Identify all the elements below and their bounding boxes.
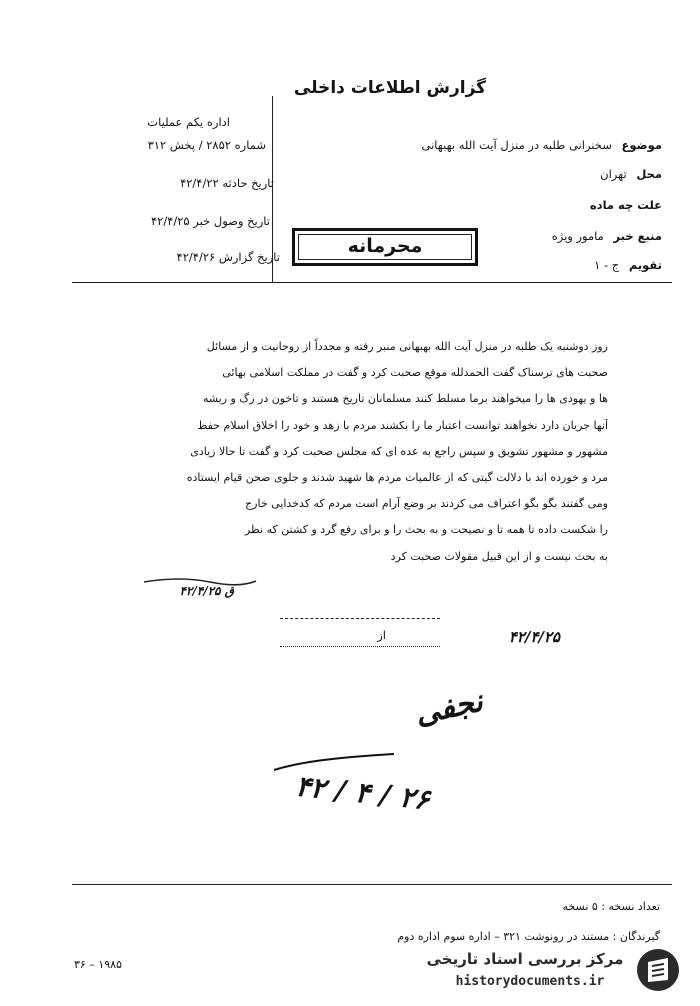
field-rating-label: تقویم bbox=[628, 258, 662, 272]
body-end-underline bbox=[140, 574, 260, 588]
document-title: گزارش اطلاعات داخلی bbox=[293, 78, 487, 98]
body-line: به بحث نیست و از این قبیل مقولات صحبت کرد bbox=[390, 549, 608, 563]
header-divider bbox=[72, 282, 672, 283]
received-date: تاریخ وصول خبر ۴۲/۴/۲۵ bbox=[150, 214, 270, 228]
field-subject bbox=[322, 138, 662, 152]
body-line: مرد و خورده اند با دلالت گیتی که از عالمیات مردم ها شهید شدند و جلوی صحن قیام ایستاده bbox=[186, 471, 608, 485]
signature: نجفی bbox=[412, 683, 486, 733]
stamp-text: محرمانه bbox=[347, 235, 423, 257]
copies-count: تعداد نسخه : ۵ نسخه bbox=[562, 900, 660, 913]
archive-logo-text: مرکز بررسی اسناد تاریخی bbox=[426, 950, 624, 968]
body-end-note: ق ۴۲/۴/۲۵ bbox=[179, 584, 234, 598]
body-line: ها و یهودی ها را میخواهند برما مسلط کنند مسلمانان تاریخ هستند و تاخون در رگ و ریشه bbox=[202, 392, 608, 406]
recipients: گیرندگان : مستند در رونوشت ۳۲۱ – اداره سوم اداره دوم bbox=[397, 930, 660, 943]
archive-logo-icon bbox=[634, 946, 682, 994]
field-source-value: مامور ویژه bbox=[551, 229, 604, 243]
field-source bbox=[516, 229, 662, 243]
body-line: صحبت های ترسناک گفت الحمدلله موقع صحبت کرد و گفت در مملکت اسلامی بهائی bbox=[222, 366, 608, 380]
report-body bbox=[96, 334, 608, 570]
field-location bbox=[480, 167, 662, 181]
field-rating bbox=[546, 258, 662, 272]
archive-reference: ۳۶ – ۱۹۸۵ bbox=[74, 958, 122, 971]
body-line: مشهور و مشهور تشویق و سپس راجع به عده ای که مجلس صحبت کرد و گفت تا حالا زیادی bbox=[190, 444, 608, 458]
field-reason-label: علت چه ماده bbox=[589, 198, 662, 212]
archive-url: historydocuments.ir bbox=[455, 974, 605, 989]
field-location-label: محل bbox=[636, 167, 662, 181]
document-number: شماره ۲۸۵۲ / پخش ۳۱۲ bbox=[147, 138, 266, 152]
field-source-label: منبع خبر bbox=[613, 229, 662, 243]
body-line: را شکست داده تا همه تا و نصیحت و به بحث را و برای رفع گرد و کشتن که نظر bbox=[244, 523, 608, 537]
handwritten-date: ۴۲/۴/۲۵ bbox=[508, 628, 560, 646]
header-vertical-divider bbox=[272, 96, 273, 282]
field-location-value: تهران bbox=[600, 167, 627, 181]
field-subject-label: موضوع bbox=[621, 138, 662, 152]
field-subject-value: سخنرانی طلبه در منزل آیت الله بهبهانی bbox=[421, 138, 612, 152]
footer-divider bbox=[72, 884, 672, 885]
signature-date: ۲۶ / ۴ / ۴۲ bbox=[293, 769, 432, 817]
from-line bbox=[280, 646, 440, 647]
signature-blank-line bbox=[280, 618, 440, 619]
field-rating-value: ج - ۱ bbox=[594, 258, 620, 272]
event-date: تاریخ حادثه ۴۲/۴/۲۲ bbox=[180, 176, 274, 190]
from-label: از bbox=[377, 628, 386, 642]
department-label: اداره یکم عملیات bbox=[147, 115, 230, 129]
body-line: آنها جریان دارد نخواهند توانست اعتبار ما را بکشند مردم با زهد و خود را اخلاق اسلام حفظ bbox=[197, 418, 608, 432]
confidential-stamp bbox=[292, 228, 478, 266]
body-line: روز دوشنبه یک طلبه در منزل آیت الله بهبهانی منبر رفته و مجدداً از روحانیت و از مسائل bbox=[206, 340, 608, 353]
body-line: ومی گفتند بگو بگو اعتراف می کردند بر وضع آرام است مردم که کدخدایی خارج bbox=[245, 497, 608, 511]
field-reason bbox=[500, 198, 662, 212]
report-date: تاریخ گزارش ۴۲/۴/۲۶ bbox=[176, 250, 280, 264]
